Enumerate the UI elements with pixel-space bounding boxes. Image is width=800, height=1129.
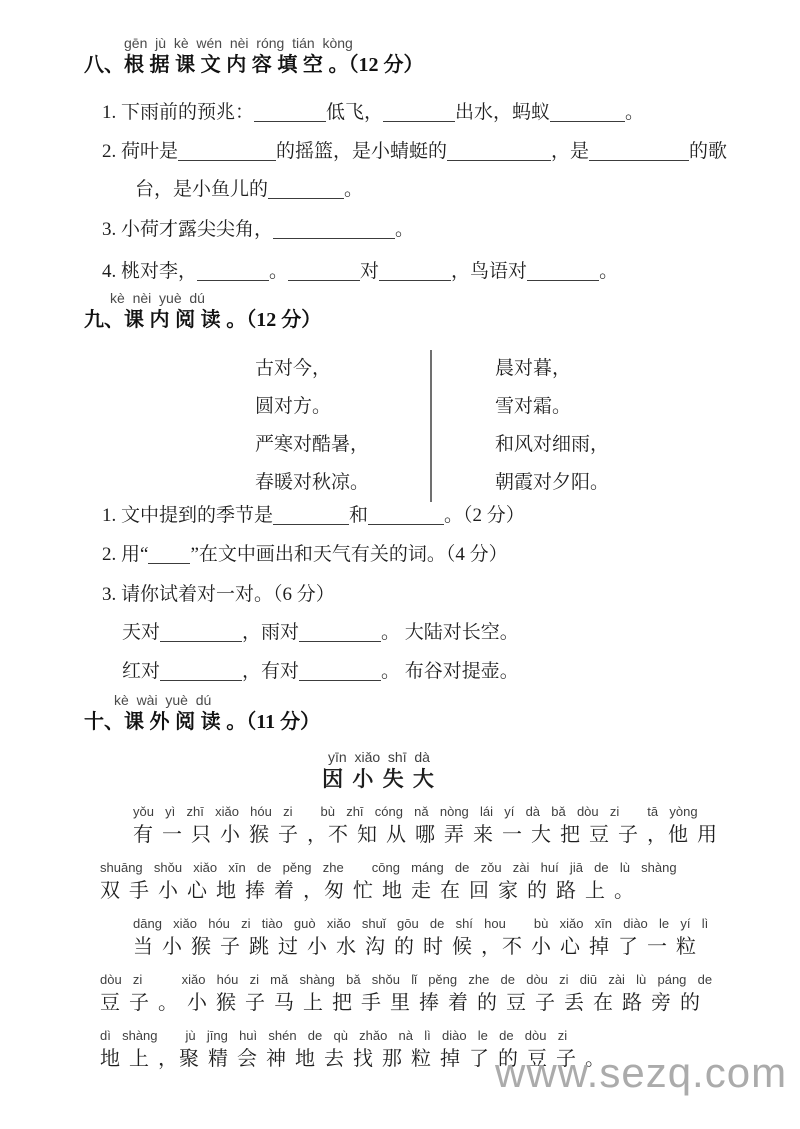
poem-left-column [255, 350, 430, 502]
text-segment: 1. 下雨前的预兆： [102, 102, 255, 123]
text-segment: 台，是小鱼儿的 [135, 179, 269, 200]
passage-line-hanzi: 豆 子 。 小 猴 子 马 上 把 手 里 捧 着 的 豆 子 丢 在 路 旁 的 [100, 992, 701, 1014]
text-segment: 和 [349, 505, 369, 526]
answer-blank-line [527, 266, 599, 281]
section-8-heading [84, 52, 784, 78]
text-segment: 天对 [122, 622, 161, 643]
passage-line-hanzi: 双 手 小 心 地 捧 着 ，匆 忙 地 走 在 回 家 的 路 上 。 [100, 880, 635, 902]
section-8-pinyin: gēn jù kè wén nèi róng tián kòng [124, 35, 353, 51]
poem-line: 雪对霜。 [495, 396, 572, 417]
question-9-2 [102, 541, 784, 568]
question-8-4 [102, 258, 784, 285]
text-segment: 的摇篮，是小蜻蜓的 [276, 141, 448, 162]
section-10-heading [84, 709, 784, 735]
passage-line-hanzi: 地 上 ，聚 精 会 神 地 去 找 那 粒 掉 了 的 豆 子 。 [100, 1048, 606, 1070]
text-segment: 低飞， [326, 102, 384, 123]
section-9-points: （12 分） [246, 309, 322, 331]
passage-line [100, 803, 784, 850]
poem-line: 晨对暮， [495, 358, 572, 379]
answer-blank-line [160, 627, 242, 642]
question-9-3 [102, 581, 784, 608]
text-segment: 。 [599, 261, 619, 282]
text-segment: ，有对 [242, 661, 300, 682]
section-10-heading-text: 十、课 外 阅 读 。 [84, 711, 247, 733]
poem-right-column [430, 350, 609, 502]
question-9-1 [102, 502, 784, 529]
text-segment: 4. 桃对李， [102, 261, 198, 282]
passage-line [100, 915, 784, 962]
answer-blank-line [254, 107, 326, 122]
text-segment: 的歌 [689, 141, 728, 162]
section-10-points: （11 分） [246, 711, 321, 733]
poem-line: 圆对方。 [255, 396, 332, 417]
text-segment: 出水，蚂蚁 [455, 102, 551, 123]
passage-line-pinyin: dì shàng jù jīng huì shén de qù zhǎo nà lì diào le de dòu zi [100, 1028, 568, 1043]
answer-blank-line [178, 146, 276, 161]
poem-line: 古对今， [255, 358, 332, 379]
text-segment: 2. 荷叶是 [102, 141, 179, 162]
passage-line [100, 971, 784, 1018]
answer-blank-line [383, 107, 455, 122]
answer-blank-line [368, 510, 444, 525]
poem-line: 和风对细雨， [495, 434, 610, 455]
text-segment: 2. 用“ [102, 544, 149, 565]
text-segment: 1. 文中提到的季节是 [102, 505, 274, 526]
reading-title: 因 小 失 大 [322, 767, 436, 791]
passage-line-hanzi: 当 小 猴 子 跳 过 小 水 沟 的 时 候 ，不 小 心 掉 了 一 粒 [133, 936, 697, 958]
passage-line-pinyin: shuāng shǒu xiǎo xīn de pěng zhe cōng máng de zǒu zài huí jiā de lù shàng [100, 860, 677, 875]
text-segment: 。 布谷对提壶。 [381, 661, 519, 682]
reading-title-pinyin: yīn xiǎo shī dà [328, 749, 430, 765]
text-segment: ，鸟语对 [451, 261, 528, 282]
answer-blank-line [268, 184, 344, 199]
poem-line: 春暖对秋凉。 [255, 472, 370, 493]
text-segment: 3. 小荷才露尖尖角， [102, 219, 274, 240]
answer-blank-line [379, 266, 451, 281]
passage-line-pinyin: dòu zi xiǎo hóu zi mǎ shàng bǎ shǒu lǐ pěng zhe de dòu zi diū zài lù páng de [100, 972, 713, 987]
answer-blank-line [589, 146, 689, 161]
answer-blank-line [148, 549, 190, 564]
answer-blank-line [273, 224, 395, 239]
section-8-points: （12 分） [348, 54, 424, 76]
reading-passage [100, 803, 784, 1074]
site-watermark: www.sezq.com [495, 1049, 788, 1096]
text-segment: ，是 [551, 141, 590, 162]
answer-blank-line [160, 666, 242, 681]
text-segment: ，雨对 [242, 622, 300, 643]
text-segment: 。 [344, 179, 364, 200]
question-8-2-line2 [135, 176, 784, 203]
text-segment: 。 [269, 261, 289, 282]
passage-line [100, 859, 784, 906]
passage-line-hanzi: 有 一 只 小 猴 子 ，不 知 从 哪 弄 来 一 大 把 豆 子 ，他 用 [133, 824, 718, 846]
passage-line-pinyin: dāng xiǎo hóu zi tiào guò xiǎo shuǐ gōu de shí hou bù xiǎo xīn diào le yí lì [133, 916, 709, 931]
answer-blank-line [299, 627, 381, 642]
text-segment: 红对 [122, 661, 161, 682]
reading-title-block [84, 748, 674, 792]
poem-line: 朝霞对夕阳。 [495, 472, 610, 493]
pair-line-2 [122, 658, 784, 685]
section-9-pinyin: kè nèi yuè dú [110, 290, 205, 306]
text-segment: 。 大陆对长空。 [381, 622, 519, 643]
answer-blank-line [273, 510, 349, 525]
section-10-pinyin: kè wài yuè dú [114, 692, 212, 708]
section-9-heading-text: 九、课 内 阅 读 。 [84, 309, 247, 331]
text-segment: ”在文中画出和天气有关的词。（4 分） [190, 544, 508, 565]
pair-line-1 [122, 619, 784, 646]
passage-line-pinyin: yǒu yì zhī xiǎo hóu zi bù zhī cóng nǎ nòng lái yí dà bǎ dòu zi tā yòng [133, 804, 698, 819]
answer-blank-line [447, 146, 551, 161]
poem-line: 严寒对酷暑， [255, 434, 370, 455]
question-8-1 [102, 99, 784, 126]
text-segment: 。 [625, 102, 645, 123]
text-segment: 。 [395, 219, 415, 240]
section-8-heading-text: 八、根 据 课 文 内 容 填 空 。 [84, 54, 349, 76]
text-segment: 。（2 分） [444, 505, 525, 526]
question-8-3 [102, 216, 784, 243]
text-segment: 对 [360, 261, 380, 282]
answer-blank-line [197, 266, 269, 281]
answer-blank-line [299, 666, 381, 681]
section-9-heading [84, 307, 784, 333]
answer-blank-line [288, 266, 360, 281]
question-8-2-line1 [102, 138, 784, 165]
answer-blank-line [550, 107, 625, 122]
couplet-poem [255, 350, 784, 502]
text-segment: 3. 请你试着对一对。（6 分） [102, 584, 335, 605]
